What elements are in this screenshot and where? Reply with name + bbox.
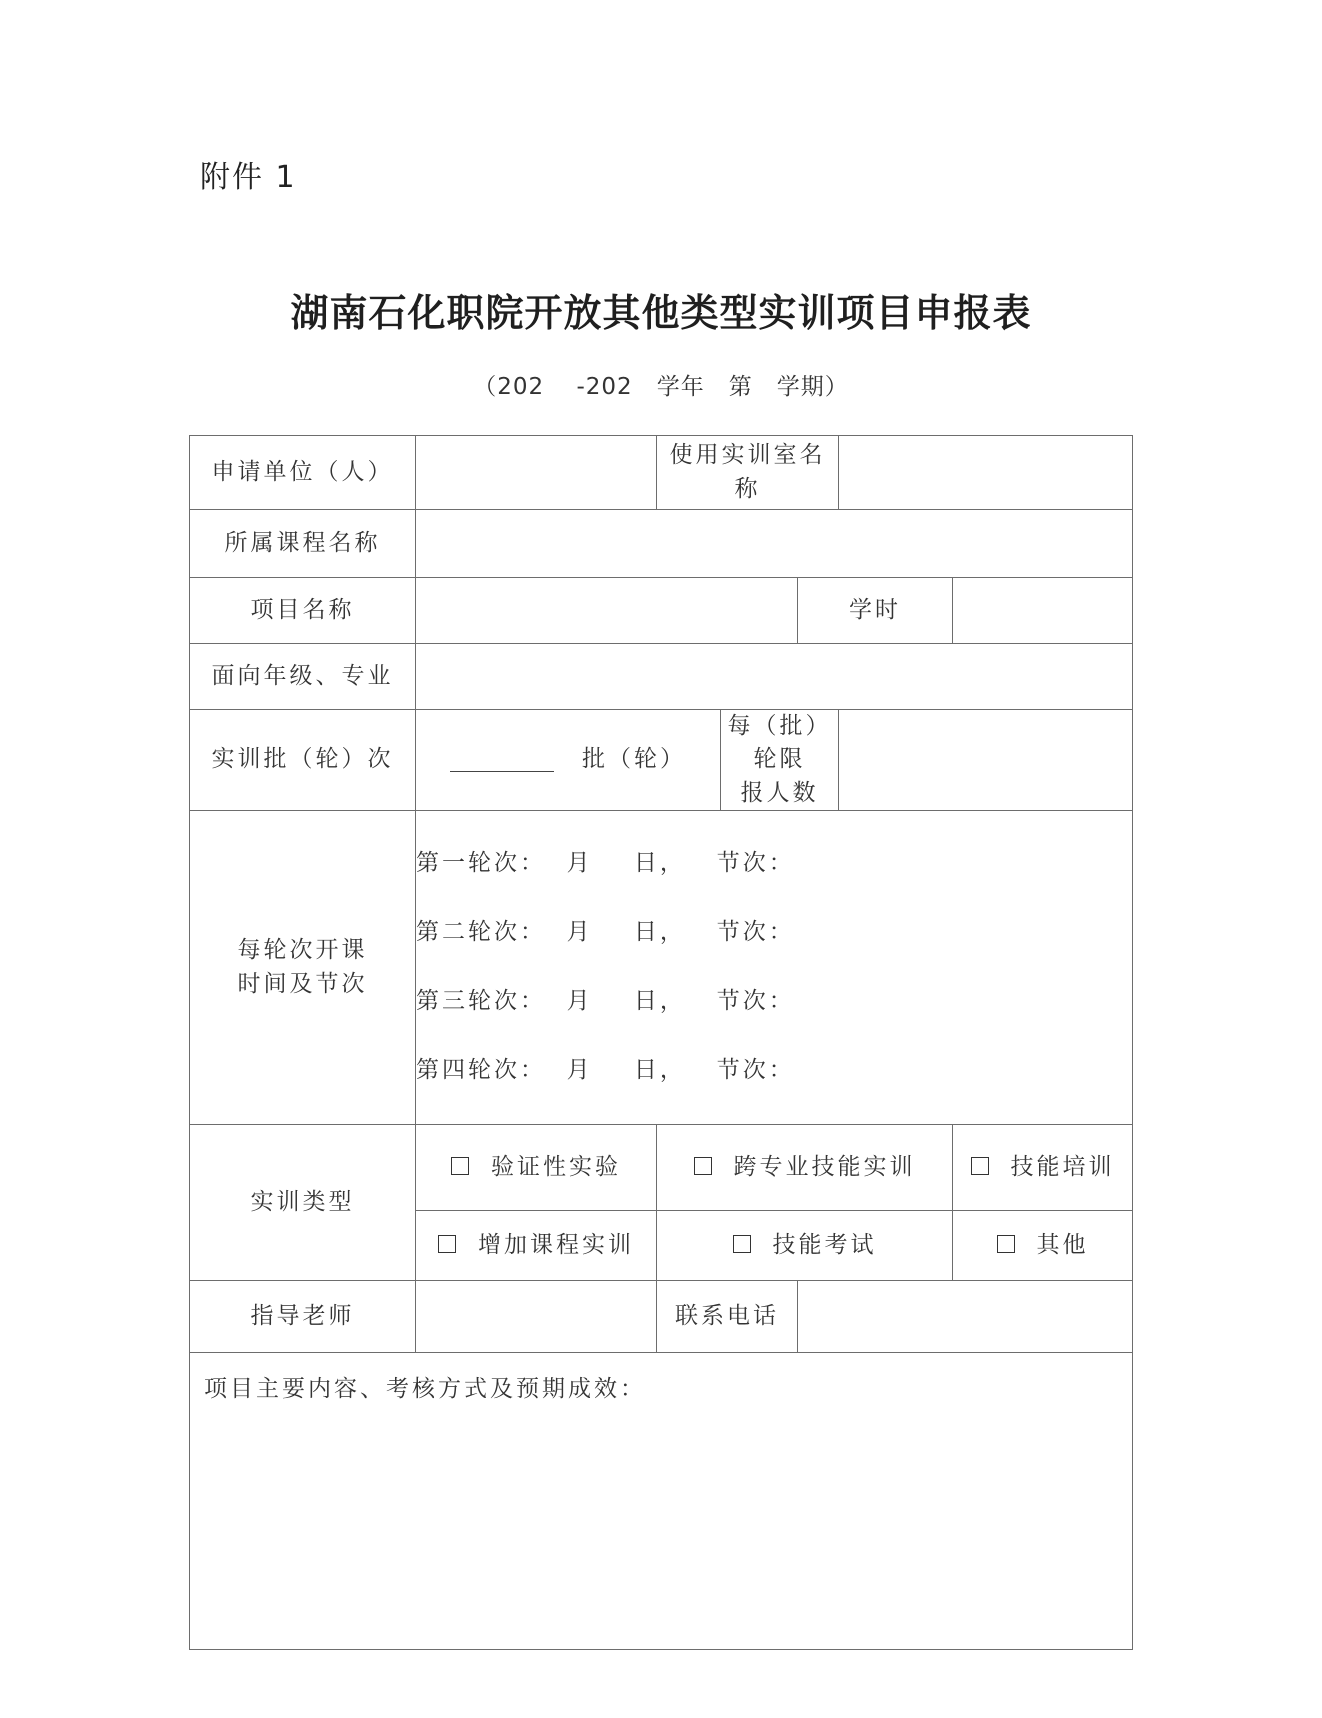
room-name-field[interactable] [839, 436, 1133, 510]
attachment-label: 附件 1 [200, 160, 297, 195]
type-option-extra-course[interactable] [416, 1211, 657, 1281]
academic-term-text: （202 -202 学年 第 学期） [473, 374, 849, 400]
checkbox-icon[interactable] [971, 1157, 989, 1175]
type-option-other[interactable] [953, 1211, 1133, 1281]
limit-label [721, 710, 839, 811]
applicant-field[interactable] [416, 436, 657, 510]
hours-label: 学时 [798, 578, 953, 644]
grade-major-field[interactable] [416, 644, 1133, 710]
training-type-label: 实训类型 [190, 1125, 416, 1281]
type-option-skill-exam[interactable] [657, 1211, 953, 1281]
type-option-label: 技能考试 [772, 1231, 877, 1258]
type-option-verification[interactable] [416, 1125, 657, 1211]
instructor-label: 指导老师 [190, 1281, 416, 1353]
row-grade-major [190, 644, 1133, 710]
schedule-label-line1: 每轮次开课 [237, 937, 368, 964]
content-field[interactable] [190, 1353, 1133, 1650]
limit-label-line2: 报人数 [740, 779, 819, 806]
row-project [190, 578, 1133, 644]
course-name-field[interactable] [416, 510, 1133, 578]
checkbox-icon[interactable] [438, 1235, 456, 1253]
checkbox-icon[interactable] [694, 1157, 712, 1175]
phone-label: 联系电话 [657, 1281, 798, 1353]
project-name-label: 项目名称 [190, 578, 416, 644]
schedule-row-1: 第一轮次： 月 日， 节次： [416, 850, 795, 877]
row-schedule [190, 811, 1133, 1125]
row-course [190, 510, 1133, 578]
academic-term-line [0, 368, 1322, 401]
room-name-label: 使用实训室名称 [657, 436, 839, 510]
batch-count-blank[interactable] [450, 747, 554, 772]
type-option-label: 验证性实验 [491, 1153, 621, 1180]
limit-label-line1: 每（批）轮限 [727, 713, 832, 773]
hours-field[interactable] [953, 578, 1133, 644]
checkbox-icon[interactable] [733, 1235, 751, 1253]
row-content [190, 1353, 1133, 1650]
type-option-cross-major[interactable] [657, 1125, 953, 1211]
type-option-label: 技能培训 [1010, 1153, 1115, 1180]
phone-field[interactable] [798, 1281, 1133, 1353]
instructor-field[interactable] [416, 1281, 657, 1353]
limit-field[interactable] [839, 710, 1133, 811]
type-option-label: 跨专业技能实训 [733, 1153, 916, 1180]
applicant-label: 申请单位（人） [190, 436, 416, 510]
schedule-cell[interactable] [416, 811, 1133, 1125]
type-option-label: 其他 [1036, 1231, 1089, 1258]
schedule-label-line2: 时间及节次 [237, 970, 368, 997]
row-batch [190, 710, 1133, 811]
form-title: 湖南石化职院开放其他类型实训项目申报表 [290, 290, 1032, 335]
application-form-table [189, 435, 1133, 1650]
row-instructor [190, 1281, 1133, 1353]
row-applicant [190, 436, 1133, 510]
course-name-label: 所属课程名称 [190, 510, 416, 578]
batch-label: 实训批（轮）次 [190, 710, 416, 811]
schedule-label [190, 811, 416, 1125]
project-name-field[interactable] [416, 578, 798, 644]
schedule-row-3: 第三轮次： 月 日， 节次： [416, 988, 795, 1015]
checkbox-icon[interactable] [997, 1235, 1015, 1253]
row-type-1 [190, 1125, 1133, 1211]
schedule-row-4: 第四轮次： 月 日， 节次： [416, 1057, 795, 1084]
grade-major-label: 面向年级、专业 [190, 644, 416, 710]
type-option-skill-training[interactable] [953, 1125, 1133, 1211]
schedule-row-2: 第二轮次： 月 日， 节次： [416, 919, 795, 946]
batch-count-cell [416, 710, 721, 811]
checkbox-icon[interactable] [451, 1157, 469, 1175]
content-label: 项目主要内容、考核方式及预期成效： [204, 1376, 646, 1403]
batch-unit-text: 批（轮） [582, 746, 686, 773]
type-option-label: 增加课程实训 [478, 1231, 634, 1258]
